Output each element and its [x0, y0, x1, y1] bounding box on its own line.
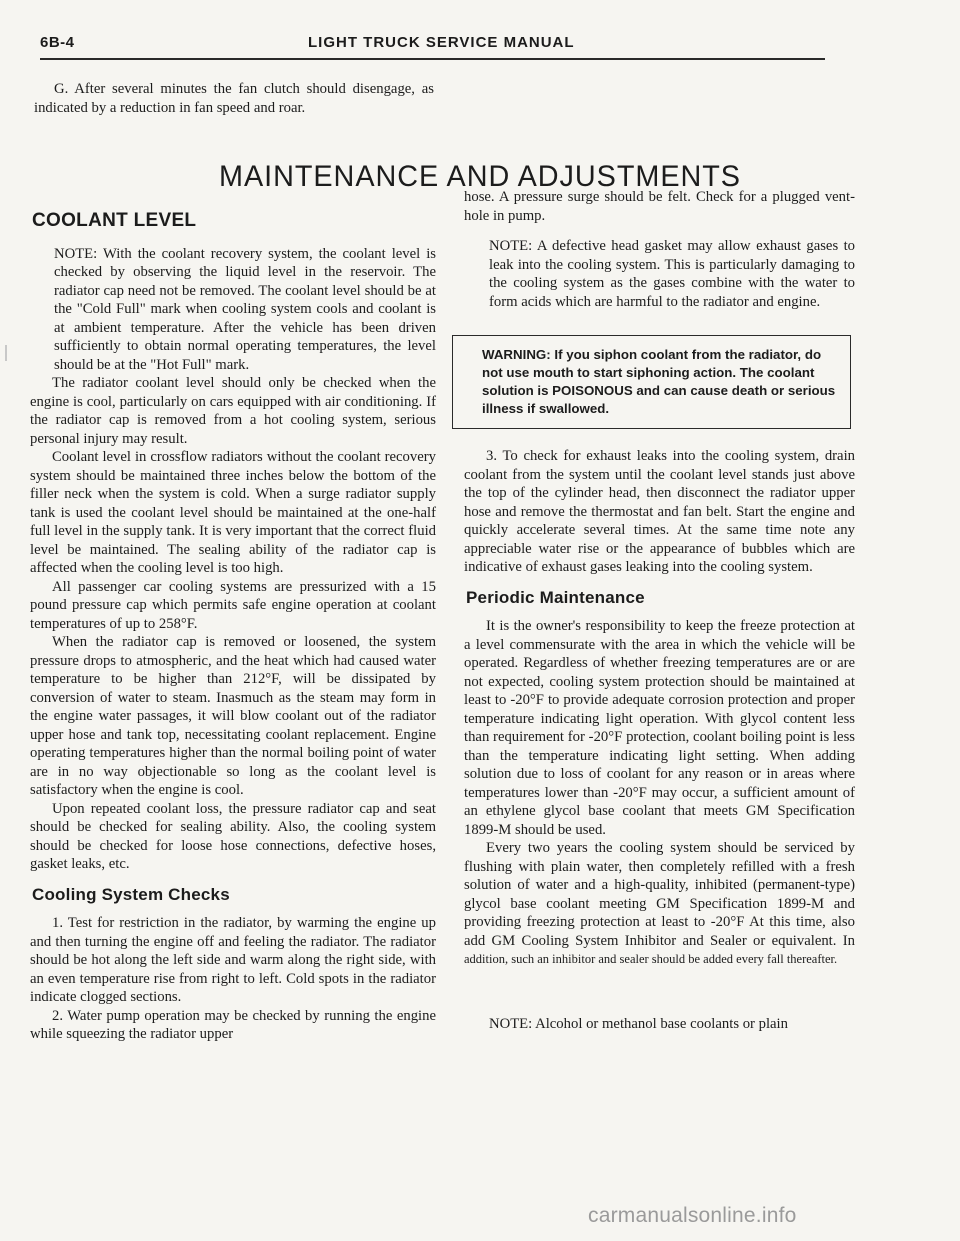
paragraph: Upon repeated coolant loss, the pressure radiator cap and seat should be checked for sealing ability. Also, the cooling system should be checked for loose hose connections, defective hoses, gasket leaks, etc.: [30, 800, 436, 872]
paragraph: The radiator coolant level should only be checked when the engine is cool, particularly on cars equipped with air conditioning. If the radiator cap is removed from a hot cooling system, serious personal injury may result.: [30, 375, 436, 447]
coolant-note: NOTE: With the coolant recovery system, the coolant level is checked by observing the liquid level in the reservoir. The radiator cap need not be removed. The coolant level should be at the "Cold Full" mark when cooling system cools and coolant is at ambient temperature. After the vehicle has been driven sufficiently to obtain normal operating temperatures, the level should be at the "Hot Full" mark.: [54, 245, 436, 373]
cooling-system-checks-heading: Cooling System Checks: [32, 884, 230, 904]
left-column: [30, 212, 436, 1044]
head-gasket-note: NOTE: A defective head gasket may allow exhaust gases to leak into the cooling system. This is particularly damaging to the cooling system as the gases combine with the water to form acids which are harmful to the radiator and engine.: [489, 238, 855, 310]
header-rule: [40, 58, 825, 60]
paragraph: When the radiator cap is removed or loosened, the system pressure drops to atmospheric, and the heat which had caused water temperature to be higher than 212°F, will be dissipated by conversion of water to steam. Inasmuch as the steam may form in the engine water passages, it will blow coolant out of the radiator upper hose and tank top, necessitating coolant replacement. Engine operating temperatures higher than the normal boiling point of water are in no way objectionable so long as the coolant level is satisfactory when the engine is cool.: [30, 634, 436, 798]
section-title: MAINTENANCE AND ADJUSTMENTS: [219, 160, 741, 193]
paragraph: Coolant level in crossflow radiators without the coolant recovery system should be maintained three inches below the bottom of the filler neck when the system is cold. When a surge radiator supply tank is used the coolant level should be maintained at the one-half full level in the supply tank. It is very important that the correct fluid level be maintained. The sealing ability of the radiator cap is affected when the cooling level is too high.: [30, 449, 436, 576]
continued-paragraph: hose. A pressure surge should be felt. Check for a plugged vent-hole in pump.: [464, 189, 855, 224]
warning-box: WARNING: If you siphon coolant from the radiator, do not use mouth to start siphoning action. The coolant solution is POISONOUS and can cause death or serious illness if swallowed.: [452, 335, 851, 429]
coolant-level-heading: COOLANT LEVEL: [32, 210, 197, 231]
spacer: [464, 969, 855, 1015]
check-step-2: 2. Water pump operation may be checked by running the engine while squeezing the radiator upper: [30, 1007, 436, 1042]
watermark: carmanualsonline.info: [588, 1204, 797, 1227]
page-number: 6B-4: [40, 34, 75, 51]
paragraph-main: Every two years the cooling system should be serviced by flushing with plain water, then completely refilled with a fresh solution of water and a high-quality, inhibited (permanent-type) glycol base coolant meeting GM Specification 1899-M and providing freezing protection at least to -20°F At this time, also add GM Cooling System Inhibitor and Sealer or equivalent. In: [464, 840, 855, 949]
paragraph-tail: addition, such an inhibitor and sealer should be added every fall thereafter.: [464, 952, 838, 966]
paragraph: It is the owner's responsibility to keep the freeze protection at a level commensurate with the area in which the vehicle will be operated. Regardless of whether freezing temperatures are or are not expected, cooling system protection should be maintained at least to -20°F to provide adequate corrosion protection and proper temperature indicating light operation. With glycol content less than requirement for -20°F protection, coolant boiling point is less than the temperature indicating light setting. When adding solution due to loss of coolant for any reason or in areas where temperatures lower than -20°F may occur, a sufficient amount of an ethylene glycol base coolant that meets GM Specification 1899-M should be used.: [464, 618, 855, 838]
paragraph: [464, 839, 855, 969]
intro-block: [34, 80, 434, 117]
page-header: [40, 30, 830, 60]
bottom-note: NOTE: Alcohol or methanol base coolants or plain: [489, 1015, 788, 1032]
intro-paragraph: G. After several minutes the fan clutch should disengage, as indicated by a reduction in fan speed and roar.: [34, 81, 434, 116]
periodic-maintenance-heading: Periodic Maintenance: [466, 587, 645, 607]
right-column: [464, 188, 855, 1033]
margin-mark: [5, 345, 7, 361]
paragraph: All passenger car cooling systems are pressurized with a 15 pound pressure cap which permits safe engine operation at coolant temperatures of up to 258°F.: [30, 578, 436, 632]
check-step-3: 3. To check for exhaust leaks into the cooling system, drain coolant from the system until the coolant level stands just above the top of the cylinder head, then disconnect the radiator upper hose and remove the thermostat and fan belt. Start the engine and quickly accelerate several times. At the same time note any appreciable water rise or the appearance of bubbles which are indicative of exhaust gases leaking into the cooling system.: [464, 448, 855, 575]
running-head-title: LIGHT TRUCK SERVICE MANUAL: [308, 34, 575, 51]
check-step-1: 1. Test for restriction in the radiator, by warming the engine up and then turning the engine off and feeling the radiator. The radiator should be hot along the left side and warm along the right side, with an even temperature rise from right to left. Cold spots in the radiator indicate clogged sections.: [30, 915, 436, 1005]
